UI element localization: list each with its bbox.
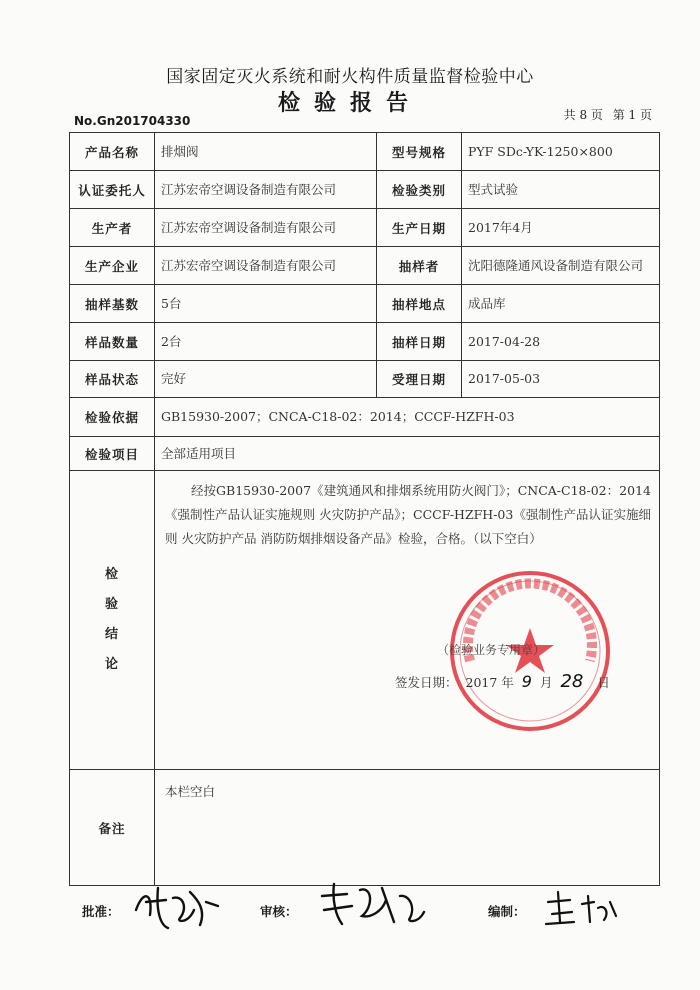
- items-value: 全部适用项目: [155, 437, 660, 471]
- field-label: 生产者: [70, 209, 155, 247]
- issue-year: 2017 年: [465, 675, 514, 690]
- report-number: No.Gn201704330: [74, 114, 191, 128]
- page-info: [558, 106, 652, 123]
- inspection-table: [69, 132, 660, 886]
- issue-month-unit: 月: [539, 675, 553, 690]
- preparer-signature: [540, 886, 620, 931]
- field-label: 抽样基数: [70, 285, 155, 323]
- current-page: 第 1 页: [612, 108, 652, 122]
- field-label: 产品名称: [70, 133, 155, 171]
- conclusion-label-char: 检: [104, 567, 119, 582]
- field-label: 检验依据: [70, 398, 155, 437]
- sample-qty-value: 2台: [155, 323, 377, 361]
- table-row: [70, 247, 660, 285]
- issue-date: [395, 671, 614, 692]
- field-label: 检验类别: [377, 171, 462, 209]
- production-date-value: 2017年4月: [462, 209, 660, 247]
- approver-signature: [128, 880, 223, 935]
- sample-place-value: 成品库: [462, 285, 660, 323]
- org-title: 国家固定灭火系统和耐火构件质量监督检验中心: [166, 67, 534, 87]
- approve-label: 批准：: [82, 904, 120, 919]
- total-pages: 共 8 页: [563, 108, 603, 122]
- model-value: PYF SDc-YK-1250×800: [462, 133, 660, 171]
- field-label: 生产企业: [70, 247, 155, 285]
- field-label: 受理日期: [377, 361, 462, 398]
- producer-value: 江苏宏帝空调设备制造有限公司: [155, 209, 377, 247]
- field-label: 抽样地点: [377, 285, 462, 323]
- field-label: 型号规格: [377, 133, 462, 171]
- conclusion-label-char: 验: [104, 597, 119, 612]
- remarks-label: 备注: [70, 770, 155, 886]
- field-label: 抽样者: [377, 247, 462, 285]
- conclusion-row: [70, 471, 660, 770]
- sample-date-value: 2017-04-28: [462, 323, 660, 361]
- issue-day-unit: 日: [597, 675, 610, 690]
- review-label: 审核：: [260, 904, 298, 919]
- table-row: [70, 323, 660, 361]
- conclusion-label: [70, 471, 155, 770]
- conclusion-label-char: 结: [104, 627, 119, 642]
- field-label: 样品状态: [70, 361, 155, 398]
- issue-month: 9: [521, 672, 532, 691]
- field-label: 样品数量: [70, 323, 155, 361]
- sample-base-value: 5台: [155, 285, 377, 323]
- table-row: [70, 437, 660, 471]
- prepare-label: 编制：: [488, 904, 526, 919]
- sample-state-value: 完好: [155, 361, 377, 398]
- manufacturer-value: 江苏宏帝空调设备制造有限公司: [155, 247, 377, 285]
- basis-value: GB15930-2007；CNCA-C18-02：2014；CCCF-HZFH-03: [155, 398, 660, 437]
- report-title: 检验报告: [277, 91, 422, 116]
- table-row: [70, 398, 660, 437]
- remarks-cell: [155, 770, 660, 886]
- issue-day: 28: [560, 671, 584, 692]
- accept-date-value: 2017-05-03: [462, 361, 660, 398]
- field-label: 认证委托人: [70, 171, 155, 209]
- remarks-row: [70, 770, 660, 886]
- reviewer-signature: [312, 876, 432, 936]
- sampler-value: 沈阳德隆通风设备制造有限公司: [462, 247, 660, 285]
- product-name-value: 排烟阀: [155, 133, 377, 171]
- field-label: 生产日期: [377, 209, 462, 247]
- client-value: 江苏宏帝空调设备制造有限公司: [155, 171, 377, 209]
- issue-date-label: 签发日期：: [395, 675, 458, 690]
- field-label: 抽样日期: [377, 323, 462, 361]
- inspection-type-value: 型式试验: [462, 171, 660, 209]
- conclusion-label-char: 论: [104, 657, 119, 672]
- conclusion-cell: [155, 471, 660, 770]
- remarks-value: 本栏空白: [165, 784, 216, 799]
- table-row: [70, 133, 660, 171]
- table-row: [70, 285, 660, 323]
- field-label: 检验项目: [70, 437, 155, 471]
- seal-note: （检验业务专用章）: [437, 643, 546, 657]
- table-row: [70, 361, 660, 398]
- table-row: [70, 209, 660, 247]
- table-row: [70, 171, 660, 209]
- conclusion-text: 经按GB15930-2007《建筑通风和排烟系统用防火阀门》；CNCA-C18-02：2014《强制性产品认证实施规则 火灾防护产品》；CCCF-HZFH-03《强制性产品认证实施细则 火灾防护产品 消防防烟排烟设备产品》检验，合格。（以下空白）: [165, 483, 651, 546]
